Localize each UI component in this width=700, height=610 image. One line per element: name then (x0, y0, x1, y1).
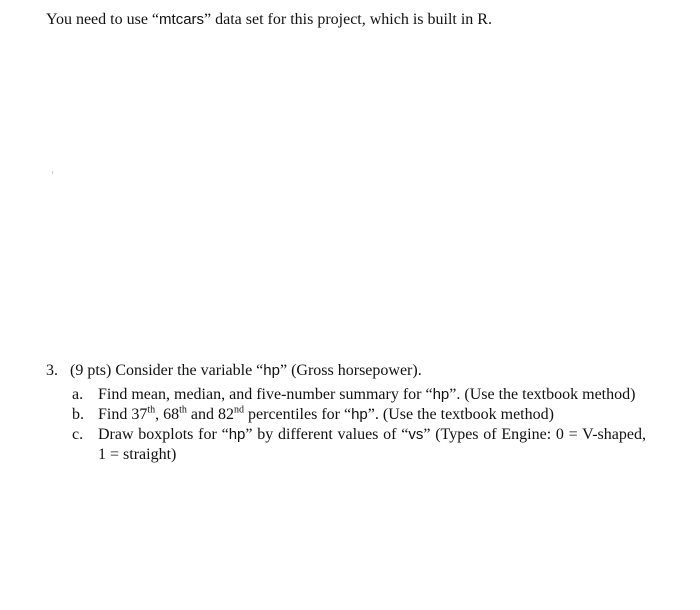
question-number: 3. (46, 362, 58, 379)
question-header (46, 361, 646, 381)
sub-b-sup-2: th (179, 404, 187, 416)
sub-a-text-after-var: ”. (Use the textbook method) (449, 386, 636, 403)
sub-question-b (72, 405, 646, 425)
sub-b-text-find: Find 37 (98, 406, 148, 423)
sub-question-letter: b. (72, 406, 84, 423)
sub-b-text-after-var: ”. (Use the textbook method) (367, 406, 554, 423)
sub-c-text-before-var: Draw boxplots for “ (98, 426, 229, 443)
sub-question-letter: a. (72, 386, 84, 403)
question-variable: hp (263, 362, 280, 379)
sub-b-text-before-var: percentiles for “ (244, 406, 352, 423)
sub-question-list (72, 385, 646, 465)
sub-c-text-mid: ” by different values of “ (245, 426, 409, 443)
sub-question-a (72, 385, 646, 405)
intro-sentence (46, 10, 492, 30)
sub-question-letter: c. (72, 426, 84, 443)
sub-b-sup-3: nd (234, 404, 245, 416)
sub-a-variable: hp (432, 386, 450, 403)
question-points: (9 pts) (70, 362, 112, 379)
sub-c-text-after-var: ” (Types of Engine: 0 = V-shaped, 1 = straight) (98, 426, 646, 463)
sub-b-text-mid-1: , 68 (155, 406, 180, 423)
intro-after-dataset: ” data set for this project, which is built in R. (204, 11, 492, 28)
question-3 (46, 361, 646, 465)
sub-question-c (72, 425, 646, 465)
sub-c-variable: hp (228, 426, 246, 443)
question-text-before-var: Consider the variable “ (111, 362, 264, 379)
page-speck (52, 171, 53, 174)
intro-before-dataset: You need to use “ (46, 11, 160, 28)
question-prompt (70, 361, 646, 381)
dataset-name: mtcars (159, 11, 205, 28)
sub-b-text-mid-2: and 82 (186, 406, 235, 423)
question-text-after-var: ” (Gross horsepower). (279, 362, 422, 379)
sub-question-text (98, 405, 646, 425)
sub-c-variable-2: vs (408, 426, 424, 443)
sub-a-text-before-var: Find mean, median, and five-number summary for “ (98, 386, 433, 403)
sub-b-sup-1: th (147, 404, 156, 416)
sub-question-text (98, 385, 646, 405)
sub-b-variable: hp (351, 406, 368, 423)
sub-question-text (98, 425, 646, 465)
